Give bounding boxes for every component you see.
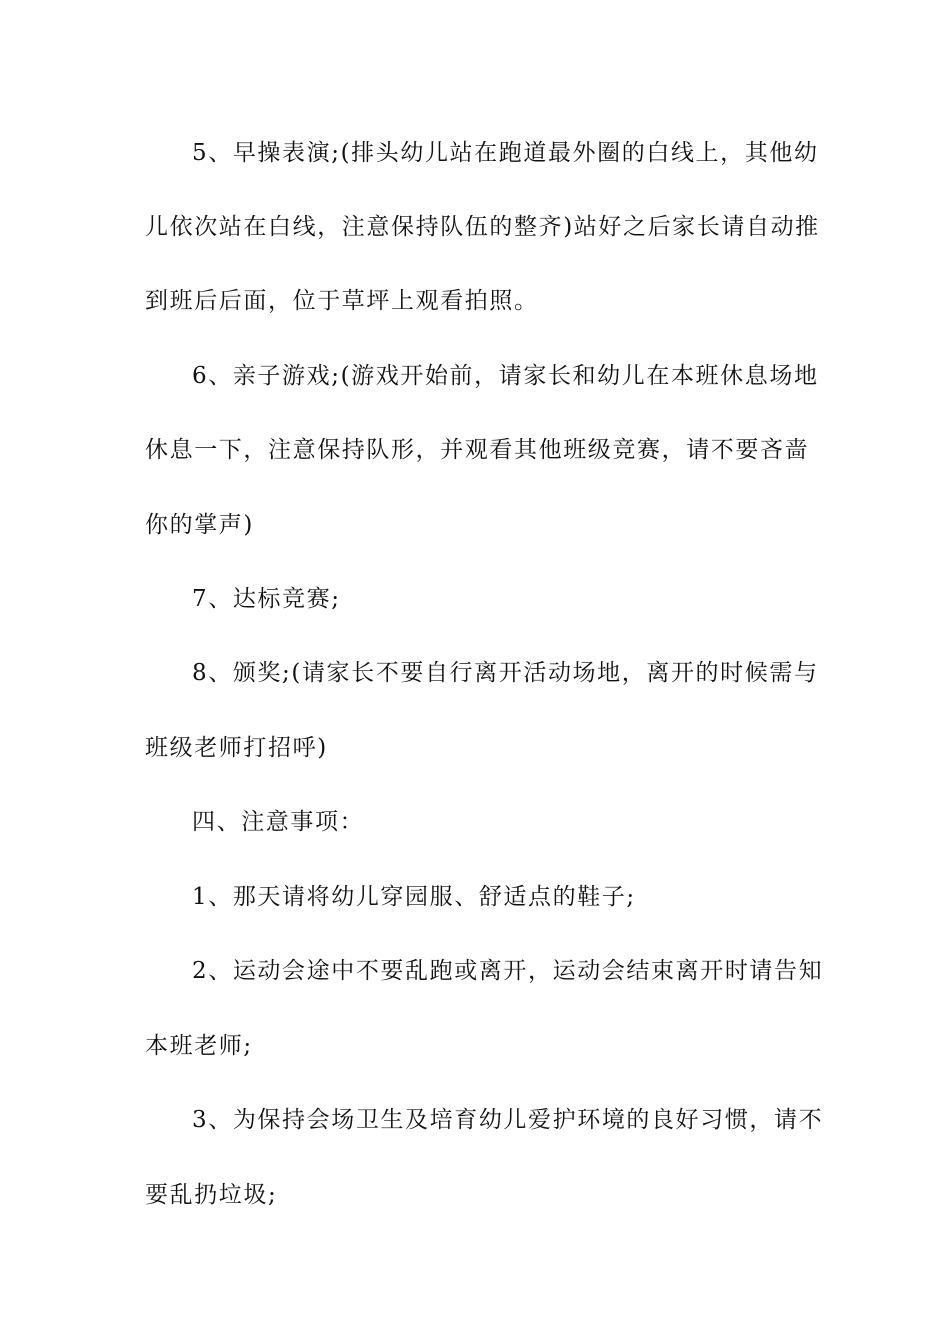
paragraph-8-line-2: 班级老师打招呼) bbox=[145, 735, 328, 761]
paragraph-5-line-1: 5、早操表演;(排头幼儿站在跑道最外圈的白线上，其他幼 bbox=[192, 140, 819, 166]
paragraph-6-line-1: 6、亲子游戏;(游戏开始前，请家长和幼儿在本班休息场地 bbox=[192, 363, 819, 389]
note-3-line-2: 要乱扔垃圾; bbox=[145, 1182, 278, 1208]
paragraph-5-line-2: 儿依次站在白线，注意保持队伍的整齐)站好之后家长请自动推 bbox=[145, 214, 820, 240]
note-1: 1、那天请将幼儿穿园服、舒适点的鞋子; bbox=[192, 884, 636, 910]
paragraph-8-line-1: 8、颁奖;(请家长不要自行离开活动场地，离开的时候需与 bbox=[192, 660, 819, 686]
note-3-line-1: 3、为保持会场卫生及培育幼儿爱护环境的良好习惯，请不 bbox=[192, 1107, 824, 1133]
note-2-line-2: 本班老师; bbox=[145, 1033, 253, 1059]
note-2-line-1: 2、运动会途中不要乱跑或离开，运动会结束离开时请告知 bbox=[192, 958, 824, 984]
paragraph-7: 7、达标竞赛; bbox=[192, 586, 341, 612]
paragraph-5-line-3: 到班后后面，位于草坪上观看拍照。 bbox=[145, 288, 539, 314]
paragraph-6-line-3: 你的掌声) bbox=[145, 512, 254, 538]
section-heading-notes: 四、注意事项： bbox=[192, 809, 365, 835]
paragraph-6-line-2: 休息一下，注意保持队形，并观看其他班级竞赛，请不要吝啬 bbox=[145, 437, 810, 463]
